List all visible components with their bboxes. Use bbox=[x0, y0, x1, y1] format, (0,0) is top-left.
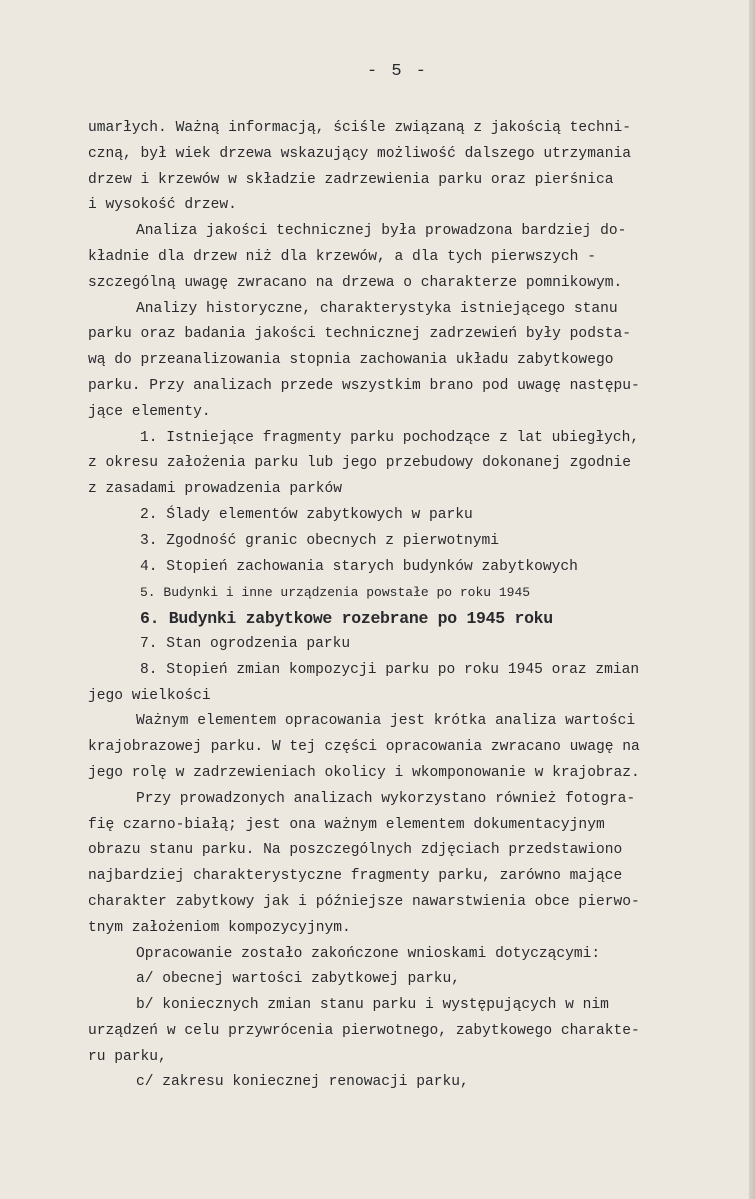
text-line: tnym założeniom kompozycyjnym. bbox=[88, 919, 351, 936]
text-line: 1. Istniejące fragmenty parku pochodzące z lat ubiegłych, bbox=[140, 429, 640, 446]
text-line: fię czarno-białą; jest ona ważnym elementem dokumentacyjnym bbox=[88, 816, 605, 833]
text-line: 3. Zgodność granic obecnych z pierwotnymi bbox=[140, 532, 500, 549]
text-line: jące elementy. bbox=[88, 403, 211, 420]
text-line: c/ zakresu koniecznej renowacji parku, bbox=[136, 1074, 469, 1091]
text-line: charakter zabytkowy jak i późniejsze nawarstwienia obce pierwo- bbox=[88, 893, 640, 910]
text-line: 5. Budynki i inne urządzenia powstałe po roku 1945 bbox=[140, 585, 531, 601]
text-line: Analiza jakości technicznej była prowadzona bardziej do- bbox=[136, 223, 627, 240]
page-edge bbox=[749, 0, 755, 1199]
text-line: wą do przeanalizowania stopnia zachowania układu zabytkowego bbox=[88, 352, 614, 369]
text-line: b/ koniecznych zmian stanu parku i występujących w nim bbox=[136, 997, 609, 1014]
text-line: kładnie dla drzew niż dla krzewów, a dla tych pierwszych - bbox=[88, 248, 596, 265]
text-line: 7. Stan ogrodzenia parku bbox=[140, 635, 351, 652]
text-line: Ważnym elementem opracowania jest krótka analiza wartości bbox=[136, 713, 636, 730]
text-line: z okresu założenia parku lub jego przebudowy dokonanej zgodnie bbox=[88, 455, 631, 472]
text-line: Opracowanie zostało zakończone wnioskami dotyczącymi: bbox=[136, 945, 601, 962]
text-line: i wysokość drzew. bbox=[88, 197, 237, 214]
text-line: Analizy historyczne, charakterystyka istniejącego stanu bbox=[136, 300, 618, 317]
text-line: 8. Stopień zmian kompozycji parku po roku 1945 oraz zmian bbox=[140, 661, 640, 678]
text-line: jego wielkości bbox=[88, 687, 211, 704]
text-line: ru parku, bbox=[88, 1048, 167, 1065]
text-line: umarłych. Ważną informacją, ściśle związaną z jakością techni- bbox=[88, 120, 631, 136]
text-line: Przy prowadzonych analizach wykorzystano również fotogra- bbox=[136, 790, 636, 807]
text-line: a/ obecnej wartości zabytkowej parku, bbox=[136, 971, 461, 988]
page-number: - 5 - bbox=[366, 62, 428, 81]
text-line: parku oraz badania jakości technicznej zadrzewień były podsta- bbox=[88, 326, 631, 343]
text-line: jego rolę w zadrzewieniach okolicy i wkomponowanie w krajobraz. bbox=[88, 764, 640, 781]
text-line: czną, był wiek drzewa wskazujący możliwość dalszego utrzymania bbox=[88, 145, 631, 162]
text-line: krajobrazowej parku. W tej części opracowania zwracano uwagę na bbox=[88, 739, 640, 756]
text-line: najbardziej charakterystyczne fragmenty parku, zarówno mające bbox=[88, 868, 623, 885]
body-text bbox=[88, 116, 728, 1096]
text-line: parku. Przy analizach przede wszystkim brano pod uwagę następu- bbox=[88, 377, 640, 394]
text-line: obrazu stanu parku. Na poszczególnych zdjęciach przedstawiono bbox=[88, 842, 623, 859]
text-line: drzew i krzewów w składzie zadrzewienia parku oraz pierśnica bbox=[88, 171, 614, 188]
text-line: 4. Stopień zachowania starych budynków zabytkowych bbox=[140, 558, 578, 575]
text-line: szczególną uwagę zwracano na drzewa o charakterze pomnikowym. bbox=[88, 274, 623, 291]
text-line: 6. Budynki zabytkowe rozebrane po 1945 roku bbox=[140, 609, 553, 629]
text-line: urządzeń w celu przywrócenia pierwotnego, zabytkowego charakte- bbox=[88, 1022, 640, 1039]
text-line: z zasadami prowadzenia parków bbox=[88, 481, 342, 498]
text-line: 2. Ślady elementów zabytkowych w parku bbox=[140, 506, 473, 523]
